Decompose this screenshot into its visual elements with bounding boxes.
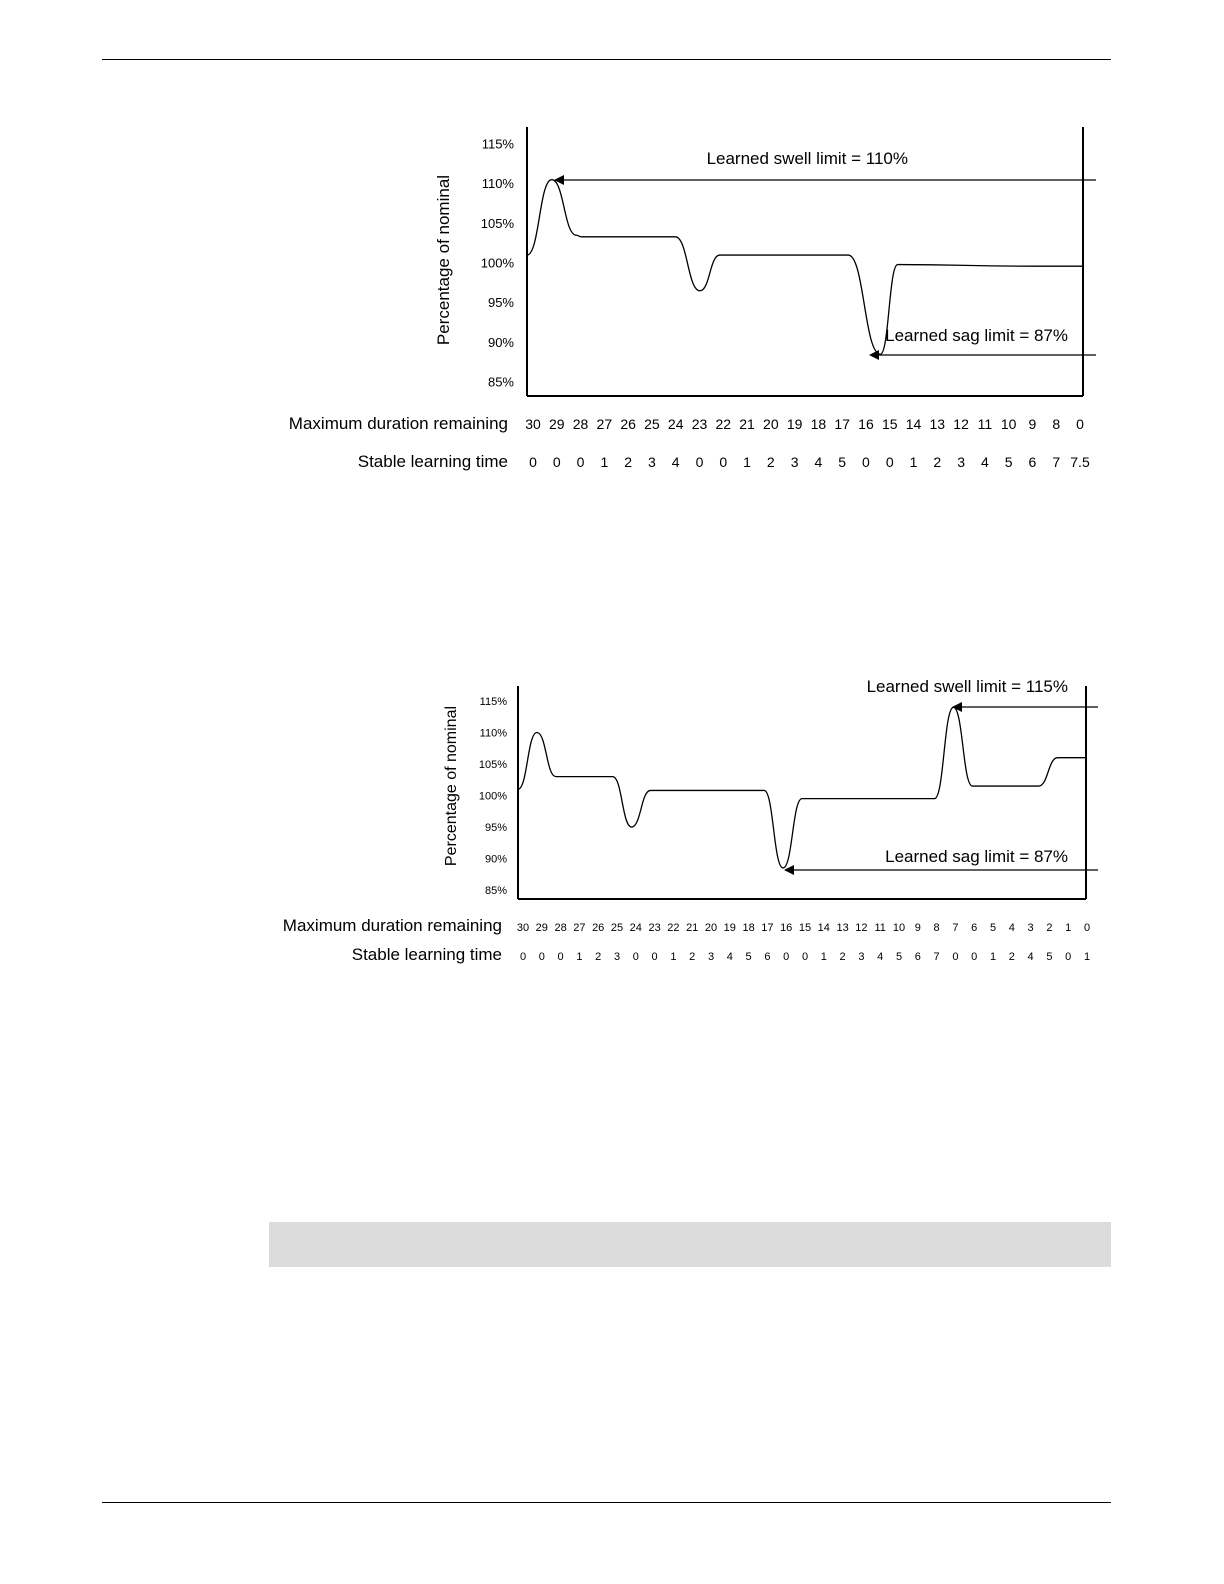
x-tick-label: 1 <box>743 454 751 470</box>
x-tick-label: 5 <box>745 951 752 963</box>
x-tick-label: 6 <box>914 951 921 963</box>
x-tick-label: 0 <box>971 951 978 963</box>
x-tick-label: 28 <box>554 922 567 934</box>
x-tick-label: 3 <box>790 454 799 470</box>
x-tick-label: 0 <box>1076 416 1084 432</box>
x-row-label: Stable learning time <box>357 452 508 471</box>
x-tick-label: 16 <box>780 922 793 934</box>
x-tick-label: 10 <box>1000 416 1017 432</box>
x-tick-label: 26 <box>592 922 605 934</box>
x-tick-label: 11 <box>977 416 993 432</box>
x-tick-label: 12 <box>953 416 969 432</box>
x-tick-label: 13 <box>836 922 849 934</box>
x-tick-label: 4 <box>671 454 680 470</box>
x-tick-label: 1 <box>670 951 677 963</box>
y-tick-label: 115% <box>479 695 507 708</box>
x-tick-label: 15 <box>798 922 812 934</box>
y-tick-label: 85% <box>487 374 514 390</box>
x-tick-label: 0 <box>862 454 870 470</box>
x-tick-label: 3 <box>613 951 621 963</box>
x-tick-label: 1 <box>600 454 609 470</box>
x-tick-label: 19 <box>786 416 803 432</box>
x-tick-label: 21 <box>739 416 755 432</box>
x-tick-label: 8 <box>933 922 940 934</box>
x-tick-label: 27 <box>596 416 613 432</box>
x-tick-label: 3 <box>858 951 865 963</box>
x-row-label: Maximum duration remaining <box>288 414 508 433</box>
x-tick-label: 5 <box>989 922 997 934</box>
x-tick-label: 22 <box>667 922 680 934</box>
x-tick-label: 2 <box>839 951 846 963</box>
y-tick-label: 90% <box>487 334 514 350</box>
x-tick-label: 30 <box>516 922 530 934</box>
x-tick-label: 2 <box>624 454 633 470</box>
x-tick-label: 17 <box>834 416 850 432</box>
annotation-arrowhead <box>554 175 564 185</box>
x-tick-label: 3 <box>957 454 965 470</box>
sag-limit-label: Learned sag limit = 87% <box>885 847 1068 866</box>
x-tick-label: 3 <box>707 951 715 963</box>
x-tick-label: 20 <box>704 922 718 934</box>
x-tick-label: 15 <box>881 416 898 432</box>
x-tick-label: 7.5 <box>1070 454 1090 470</box>
x-tick-label: 0 <box>719 454 728 470</box>
x-tick-label: 2 <box>595 951 602 963</box>
x-row-label: Maximum duration remaining <box>282 916 502 935</box>
x-tick-label: 7 <box>933 951 940 963</box>
x-tick-label: 11 <box>874 922 886 934</box>
x-tick-label: 18 <box>742 922 755 934</box>
x-tick-label: 7 <box>952 922 959 934</box>
y-tick-label: 105% <box>478 758 507 771</box>
x-tick-label: 0 <box>885 454 894 470</box>
x-tick-label: 16 <box>858 416 874 432</box>
x-tick-label: 20 <box>763 416 779 432</box>
x-tick-label: 4 <box>814 454 823 470</box>
x-tick-label: 4 <box>726 951 733 963</box>
chart-1 <box>0 100 1224 490</box>
x-tick-label: 6 <box>1028 454 1037 470</box>
y-tick-label: 105% <box>480 215 514 231</box>
x-tick-label: 2 <box>689 951 696 963</box>
x-tick-label: 21 <box>686 922 699 934</box>
x-tick-label: 1 <box>1065 922 1072 934</box>
y-axis-label: Percentage of nominal <box>443 705 460 867</box>
sag-limit-label: Learned sag limit = 87% <box>885 326 1068 345</box>
x-tick-label: 24 <box>667 416 684 432</box>
x-tick-label: 4 <box>980 454 989 470</box>
x-tick-label: 29 <box>548 416 565 432</box>
x-tick-label: 25 <box>644 416 660 432</box>
y-axis-label: Percentage of nominal <box>434 174 453 346</box>
x-tick-label: 27 <box>573 922 586 934</box>
x-row-label: Stable learning time <box>351 945 502 964</box>
x-tick-label: 0 <box>651 951 658 963</box>
x-tick-label: 3 <box>648 454 656 470</box>
x-tick-label: 6 <box>971 922 978 934</box>
x-tick-label: 29 <box>535 922 548 934</box>
x-tick-label: 4 <box>877 951 884 963</box>
x-tick-label: 9 <box>914 922 921 934</box>
x-tick-label: 3 <box>1027 922 1034 934</box>
x-tick-label: 0 <box>557 951 564 963</box>
y-tick-label: 100% <box>478 790 507 803</box>
x-tick-label: 4 <box>1027 951 1034 963</box>
x-tick-label: 1 <box>576 951 583 963</box>
x-tick-label: 7 <box>1052 454 1061 470</box>
x-tick-label: 0 <box>529 454 537 470</box>
x-tick-label: 5 <box>1046 951 1053 963</box>
swell-limit-label: Learned swell limit = 115% <box>866 677 1068 696</box>
annotation-arrowhead <box>869 350 879 360</box>
swell-limit-label: Learned swell limit = 110% <box>706 149 908 168</box>
x-tick-label: 0 <box>1065 951 1072 963</box>
x-tick-label: 28 <box>572 416 589 432</box>
x-tick-label: 0 <box>632 951 639 963</box>
y-tick-label: 85% <box>484 884 507 897</box>
y-tick-label: 100% <box>480 255 514 271</box>
y-tick-label: 115% <box>481 136 514 152</box>
x-tick-label: 19 <box>723 922 736 934</box>
x-tick-label: 2 <box>933 454 942 470</box>
x-tick-label: 0 <box>801 951 809 963</box>
x-tick-label: 13 <box>929 416 946 432</box>
y-tick-label: 95% <box>484 821 507 834</box>
y-tick-label: 110% <box>479 727 507 740</box>
x-tick-label: 1 <box>909 454 918 470</box>
x-tick-label: 6 <box>764 951 771 963</box>
y-tick-label: 90% <box>484 853 507 866</box>
x-tick-label: 14 <box>817 922 830 934</box>
x-tick-label: 5 <box>895 951 903 963</box>
x-tick-label: 9 <box>1028 416 1037 432</box>
x-tick-label: 0 <box>519 951 527 963</box>
x-tick-label: 0 <box>952 951 959 963</box>
x-tick-label: 14 <box>905 416 922 432</box>
x-tick-label: 0 <box>538 951 545 963</box>
y-tick-label: 110% <box>481 176 514 192</box>
x-tick-label: 23 <box>691 416 708 432</box>
chart-2 <box>0 668 1224 978</box>
gray-banner <box>269 1222 1111 1267</box>
x-tick-label: 30 <box>525 416 541 432</box>
x-tick-label: 10 <box>892 922 906 934</box>
x-tick-label: 5 <box>1004 454 1013 470</box>
x-tick-label: 2 <box>1008 951 1015 963</box>
x-tick-label: 0 <box>783 951 790 963</box>
series-line <box>518 707 1086 868</box>
x-tick-label: 12 <box>855 922 868 934</box>
x-tick-label: 17 <box>761 922 774 934</box>
x-tick-label: 24 <box>629 922 642 934</box>
x-tick-label: 0 <box>695 454 704 470</box>
x-tick-label: 26 <box>620 416 636 432</box>
x-tick-label: 23 <box>648 922 661 934</box>
x-tick-label: 0 <box>576 454 585 470</box>
header-rule <box>102 59 1111 60</box>
x-tick-label: 5 <box>838 454 847 470</box>
x-tick-label: 0 <box>1083 922 1091 934</box>
x-tick-label: 18 <box>810 416 827 432</box>
x-tick-label: 1 <box>989 951 997 963</box>
x-tick-label: 1 <box>1083 951 1091 963</box>
x-tick-label: 0 <box>552 454 561 470</box>
x-tick-label: 2 <box>766 454 775 470</box>
x-tick-label: 8 <box>1052 416 1061 432</box>
y-tick-label: 95% <box>487 295 514 311</box>
x-tick-label: 4 <box>1008 922 1015 934</box>
x-tick-label: 22 <box>715 416 732 432</box>
footer-rule <box>102 1502 1111 1503</box>
x-tick-label: 25 <box>610 922 624 934</box>
x-tick-label: 1 <box>820 951 827 963</box>
x-tick-label: 2 <box>1046 922 1053 934</box>
